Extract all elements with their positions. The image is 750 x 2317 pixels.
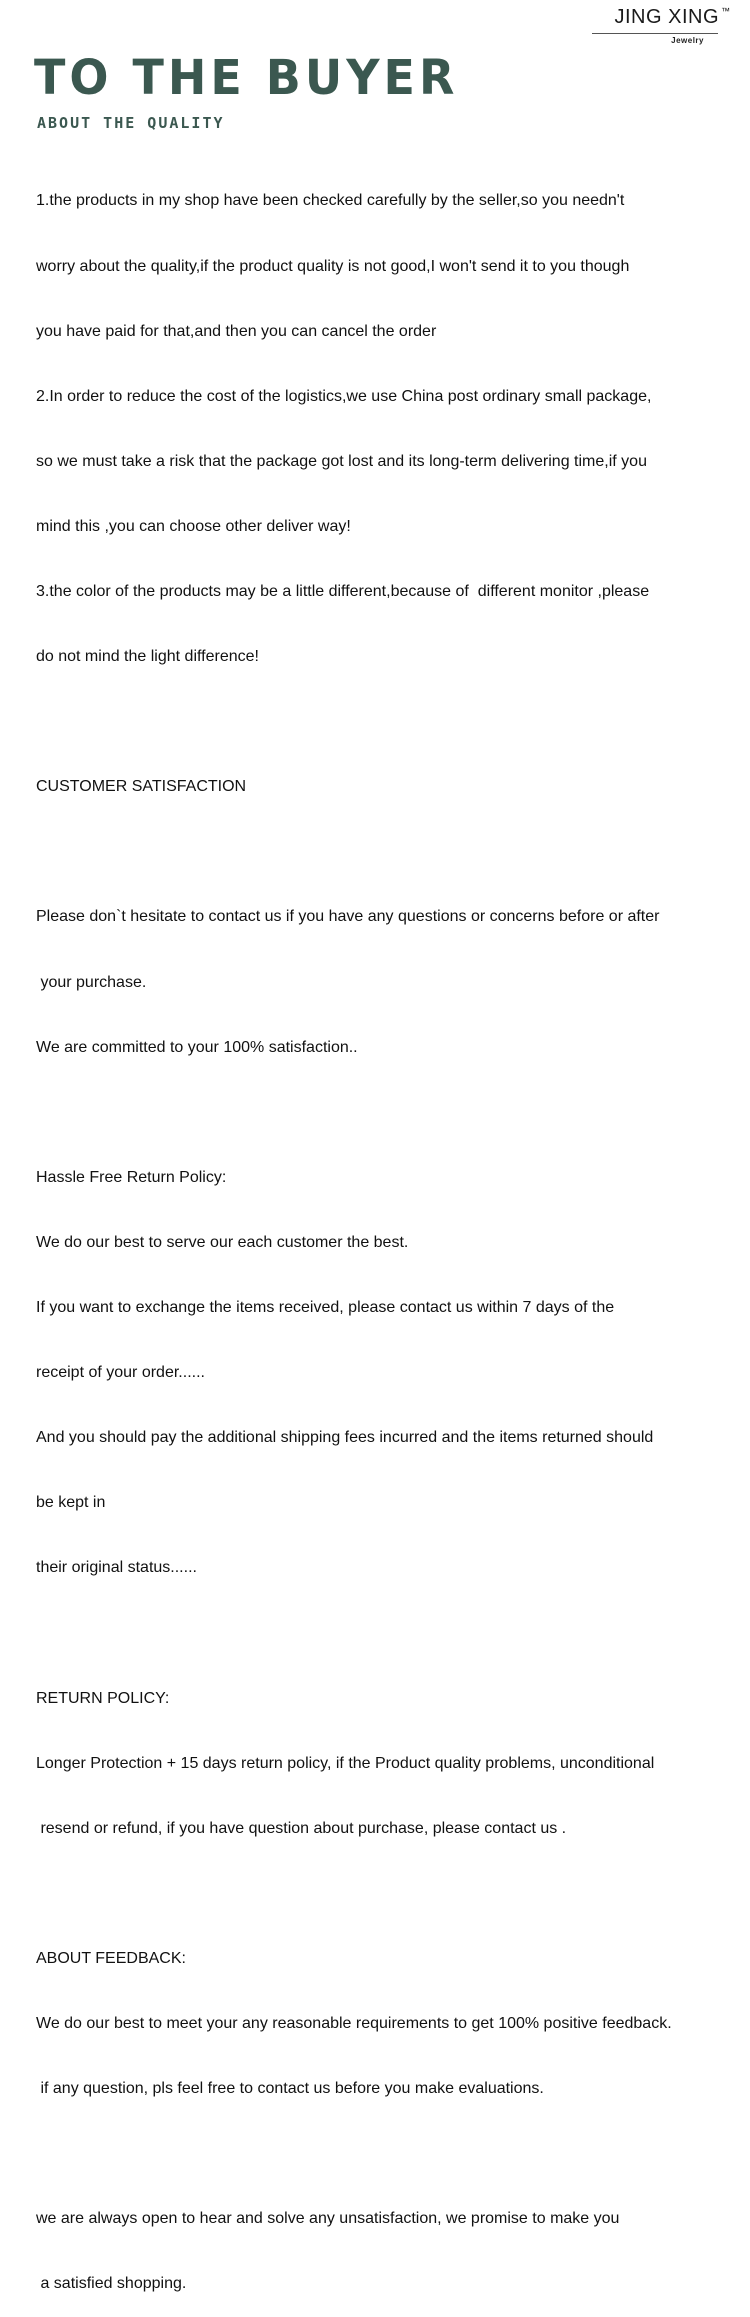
policy-text bbox=[36, 147, 750, 2317]
spacer bbox=[36, 1883, 750, 1905]
spacer bbox=[36, 711, 750, 733]
page-title: TO THE BUYER bbox=[34, 49, 459, 106]
return-policy-line: resend or refund, if you have question about purchase, please contact us . bbox=[36, 1819, 567, 1837]
quality-line: 2.In order to reduce the cost of the logistics,we use China post ordinary small package, bbox=[36, 387, 652, 405]
quality-line: 1.the products in my shop have been checked carefully by the seller,so you needn't bbox=[36, 192, 625, 210]
hassle-line: We do our best to serve our each customer the best. bbox=[36, 1233, 409, 1251]
hassle-heading: Hassle Free Return Policy: bbox=[36, 1168, 227, 1186]
logo-name: JING XING bbox=[614, 6, 719, 28]
quality-line: you have paid for that,and then you can cancel the order bbox=[36, 322, 437, 340]
feedback-heading: ABOUT FEEDBACK: bbox=[36, 1949, 186, 1967]
satisfaction-line: your purchase. bbox=[36, 973, 147, 991]
feedback-line: We do our best to meet your any reasonable requirements to get 100% positive feedback. bbox=[36, 2015, 672, 2033]
closing-line: a satisfied shopping. bbox=[36, 2275, 187, 2293]
hassle-line: their original status...... bbox=[36, 1559, 197, 1577]
logo-trademark: ™ bbox=[721, 6, 730, 16]
hassle-line: And you should pay the additional shipping fees incurred and the items returned should bbox=[36, 1429, 654, 1447]
return-policy-line: Longer Protection + 15 days return policy, if the Product quality problems, unconditional bbox=[36, 1754, 655, 1772]
spacer bbox=[36, 1102, 750, 1124]
quality-line: 3.the color of the products may be a little different,because of different monitor ,please bbox=[36, 582, 650, 600]
spacer bbox=[36, 2143, 750, 2165]
satisfaction-heading: CUSTOMER SATISFACTION bbox=[36, 778, 247, 796]
hassle-line: be kept in bbox=[36, 1494, 106, 1512]
quality-line: do not mind the light difference! bbox=[36, 648, 259, 666]
satisfaction-line: We are committed to your 100% satisfaction.. bbox=[36, 1038, 358, 1056]
quality-line: so we must take a risk that the package got lost and its long-term delivering time,if you bbox=[36, 452, 647, 470]
return-policy-heading: RETURN POLICY: bbox=[36, 1689, 170, 1707]
spacer bbox=[36, 841, 750, 863]
closing-line: we are always open to hear and solve any unsatisfaction, we promise to make you bbox=[36, 2210, 620, 2228]
logo-subtitle: Jewelry bbox=[671, 36, 704, 45]
brand-logo bbox=[590, 6, 730, 45]
section-subtitle-quality: ABOUT THE QUALITY bbox=[37, 114, 225, 132]
hassle-line: receipt of your order...... bbox=[36, 1364, 205, 1382]
quality-line: mind this ,you can choose other deliver way! bbox=[36, 517, 351, 535]
feedback-line: if any question, pls feel free to contact us before you make evaluations. bbox=[36, 2080, 544, 2098]
satisfaction-line: Please don`t hesitate to contact us if you have any questions or concerns before or after bbox=[36, 908, 660, 926]
hassle-line: If you want to exchange the items received, please contact us within 7 days of the bbox=[36, 1299, 615, 1316]
logo-divider bbox=[592, 33, 718, 34]
quality-line: worry about the quality,if the product quality is not good,I won't send it to you though bbox=[36, 257, 630, 275]
spacer bbox=[36, 1622, 750, 1644]
